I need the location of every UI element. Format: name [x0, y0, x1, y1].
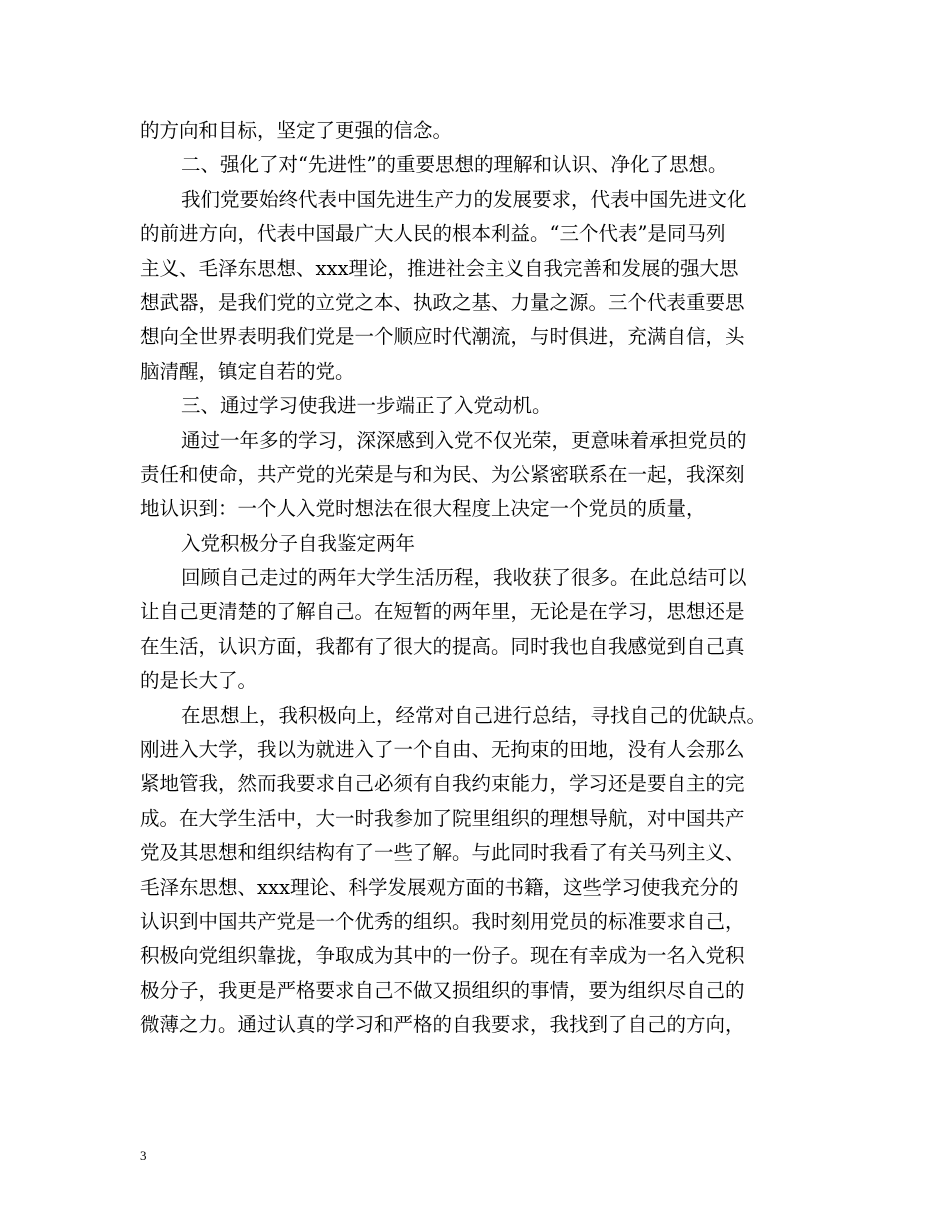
paragraph-start-line: 通过一年多的学习，深深感到入党不仅光荣，更意味着承担党员的 [181, 428, 747, 452]
text-line: 紧地管我，然而我要求自己必须有自我约束能力，学习还是要自主的完 [140, 772, 745, 796]
document-body [140, 114, 830, 1043]
text-line: 脑清醒，镇定自若的党。 [140, 359, 355, 383]
paragraph-start-line: 二、强化了对“先进性”的重要思想的理解和认识、净化了思想。 [181, 153, 728, 177]
text-line: 的方向和目标，坚定了更强的信念。 [140, 119, 453, 142]
text-line: 想向全世界表明我们党是一个顺应时代潮流，与时俱进，充满自信，头 [140, 325, 745, 349]
text-line: 地认识到：一个人入党时想法在很大程度上决定一个党员的质量， [140, 497, 706, 521]
text-line: 刚进入大学，我以为就进入了一个自由、无拘束的田地，没有人会那么 [140, 738, 745, 762]
text-line: 认识到中国共产党是一个优秀的组织。我时刻用党员的标准要求自己， [140, 909, 745, 933]
text-line: 在生活，认识方面，我都有了很大的提高。同时我也自我感觉到自己真 [140, 634, 745, 658]
text-line: 的前进方向，代表中国最广大人民的根本利益。“三个代表”是同马列 [140, 222, 726, 246]
paragraph-start-line: 回顾自己走过的两年大学生活历程，我收获了很多。在此总结可以 [181, 566, 747, 590]
text-line: 毛泽东思想、xxx理论、科学发展观方面的书籍，这些学习使我充分的 [140, 875, 739, 899]
paragraph-start-line: 三、通过学习使我进一步端正了入党动机。 [181, 394, 552, 418]
text-line: 积极向党组织靠拢，争取成为其中的一份子。现在有幸成为一名入党积 [140, 944, 745, 968]
paragraph-start-line: 在思想上，我积极向上，经常对自己进行总结，寻找自己的优缺点。 [181, 703, 767, 727]
text-line: 让自己更清楚的了解自己。在短暂的两年里，无论是在学习，思想还是 [140, 600, 745, 624]
page-number: 3 [140, 1148, 147, 1163]
text-line: 微薄之力。通过认真的学习和严格的自我要求，我找到了自己的方向， [140, 1013, 745, 1037]
text-line: 成。在大学生活中，大一时我参加了院里组织的理想导航，对中国共产 [140, 806, 745, 830]
text-line: 责任和使命，共产党的光荣是与和为民、为公紧密联系在一起，我深刻 [140, 462, 745, 486]
text-line: 的是长大了。 [140, 669, 258, 693]
text-line: 党及其思想和组织结构有了一些了解。与此同时我看了有关马列主义、 [140, 841, 745, 865]
paragraph-start-line: 我们党要始终代表中国先进生产力的发展要求，代表中国先进文化 [181, 187, 747, 211]
text-line: 主义、毛泽东思想、xxx理论，推进社会主义自我完善和发展的强大思 [140, 256, 739, 280]
paragraph-start-line: 入党积极分子自我鉴定两年 [181, 531, 416, 555]
text-line: 想武器，是我们党的立党之本、执政之基、力量之源。三个代表重要思 [140, 290, 745, 314]
text-line: 极分子，我更是严格要求自己不做又损组织的事情，要为组织尽自己的 [140, 978, 745, 1002]
